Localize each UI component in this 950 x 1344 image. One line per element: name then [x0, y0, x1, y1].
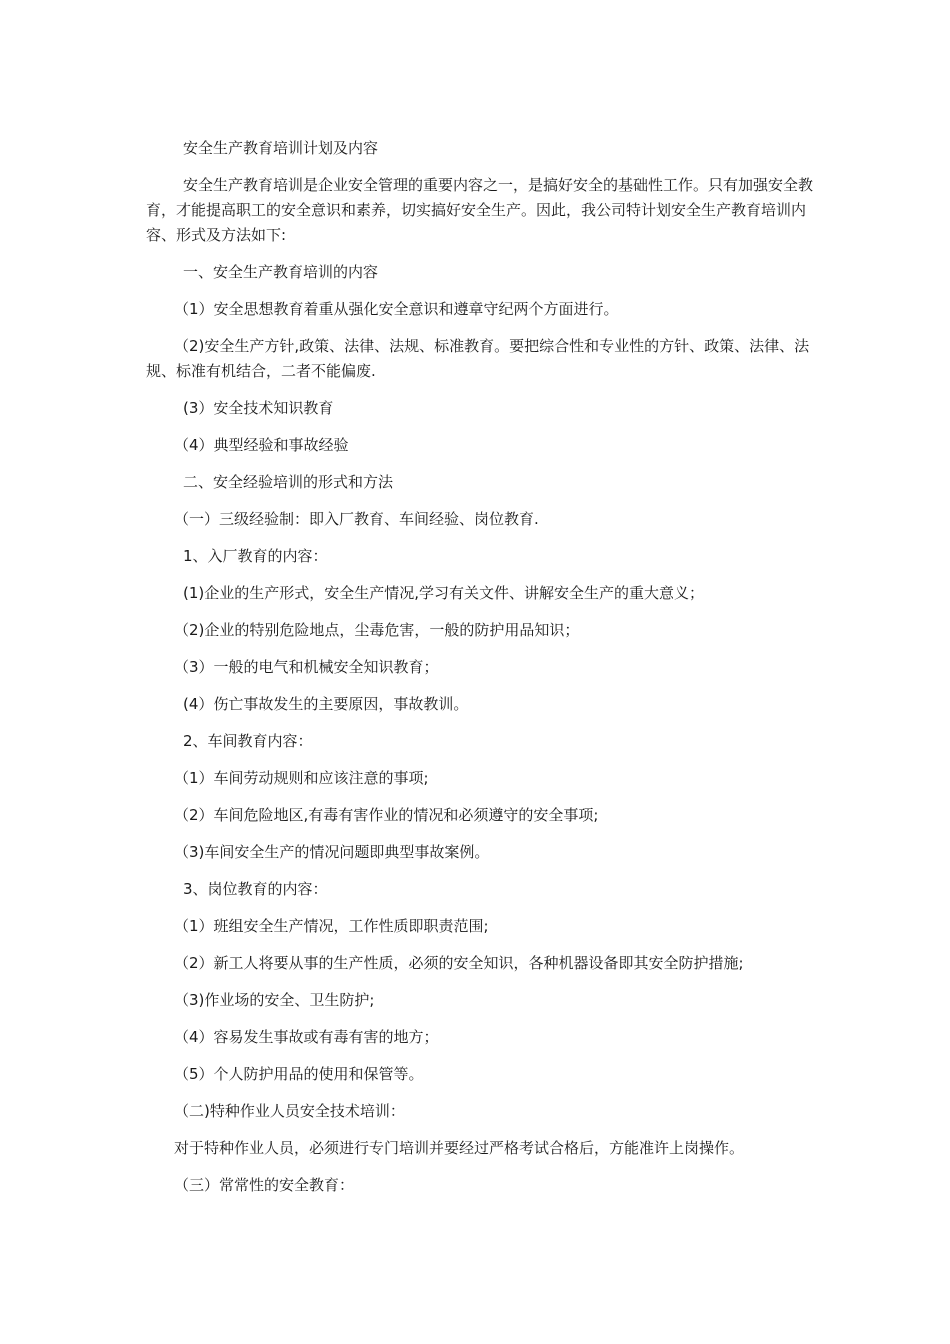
sub2-body: 对于特种作业人员，必须进行专门培训并要经过严格考试合格后，方能准许上岗操作。 [174, 1139, 745, 1157]
sub1-heading: （一）三级经验制：即入厂教育、车间经验、岗位教育. [174, 510, 539, 528]
part3-item-4: （4）容易发生事故或有毒有害的地方； [174, 1028, 439, 1046]
part3-item-2: （2）新工人将要从事的生产性质，必须的安全知识，各种机器设备即其安全防护措施; [174, 954, 744, 972]
intro-paragraph: 安全生产教育培训是企业安全管理的重要内容之一，是搞好安全的基础性工作。只有加强安全教育，才能提高职工的安全意识和素养，切实搞好安全生产。因此，我公司特计划安全生产教育培训内容、形式及方法如下: [146, 176, 814, 244]
part1-heading: 1、入厂教育的内容： [183, 547, 328, 565]
section1-item-4: （4）典型经验和事故经验 [174, 436, 349, 454]
part2-item-1: （1）车间劳动规则和应该注意的事项; [174, 769, 429, 787]
sub3-heading: （三）常常性的安全教育： [174, 1176, 355, 1194]
document-title: 安全生产教育培训计划及内容 [183, 139, 379, 157]
section1-item-2: （2)安全生产方针,政策、法律、法规、标准教育。要把综合性和专业性的方针、政策、法律、法规、标准有机结合，二者不能偏废. [146, 337, 810, 380]
part2-item-2: （2）车间危险地区,有毒有害作业的情况和必须遵守的安全事项; [174, 806, 599, 824]
part3-item-3: （3)作业场的安全、卫生防护; [174, 991, 375, 1009]
section1-item-1: （1）安全思想教育着重从强化安全意识和遵章守纪两个方面进行。 [174, 300, 619, 318]
section1-heading: 一、安全生产教育培训的内容 [183, 263, 379, 281]
part1-item-3: （3）一般的电气和机械安全知识教育； [174, 658, 439, 676]
section2-heading: 二、安全经验培训的形式和方法 [183, 473, 394, 491]
part1-item-4: (4）伤亡事故发生的主要原因，事故教训。 [183, 695, 469, 713]
part3-item-5: （5）个人防护用品的使用和保管等。 [174, 1065, 424, 1083]
part3-heading: 3、岗位教育的内容： [183, 880, 328, 898]
part1-item-1: (1)企业的生产形式，安全生产情况,学习有关文件、讲解安全生产的重大意义； [183, 584, 705, 602]
sub2-heading: （二)特种作业人员安全技术培训： [174, 1102, 405, 1120]
document-body [146, 136, 826, 1210]
part2-item-3: （3)车间安全生产的情况问题即典型事故案例。 [174, 843, 490, 861]
part1-item-2: （2)企业的特别危险地点，尘毒危害，一般的防护用品知识； [174, 621, 580, 639]
part2-heading: 2、车间教育内容： [183, 732, 313, 750]
part3-item-1: （1）班组安全生产情况，工作性质即职责范围; [174, 917, 489, 935]
section1-item-3: (3）安全技术知识教育 [183, 399, 334, 417]
